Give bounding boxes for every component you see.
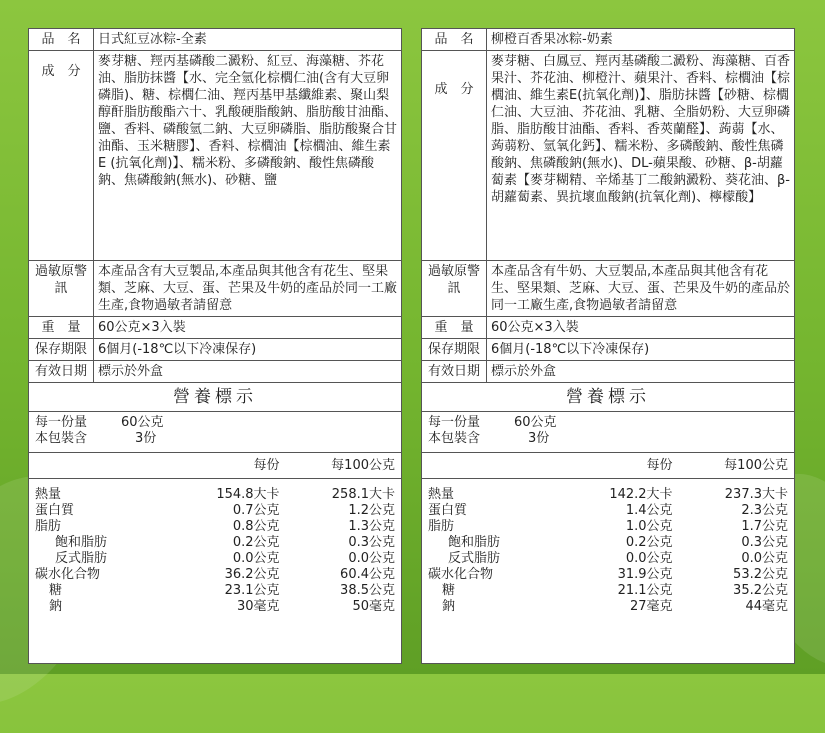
- col-per-serving: 每份: [564, 456, 679, 479]
- nutrient-per-100g: 237.3大卡: [724, 487, 788, 502]
- nutrition-row: [29, 599, 401, 615]
- nutrient-name: 飽和脂肪: [55, 535, 108, 550]
- servings-value: 3份: [528, 431, 550, 446]
- nutrient-per-serving: 23.1公克: [224, 583, 280, 598]
- shelf-life-label: 保存期限: [422, 339, 487, 361]
- allergen-label: [422, 261, 487, 317]
- product-name: 日式紅豆冰粽-全素: [94, 29, 402, 51]
- allergen-label-text: 過敏原警訊: [34, 264, 87, 296]
- nutrition-title: 營養標示: [422, 383, 794, 412]
- nutrient-name: 脂肪: [428, 519, 455, 534]
- nutrient-name: 糖: [442, 583, 456, 598]
- nutrient-per-100g: 1.2公克: [348, 503, 395, 518]
- nutrition-row: [422, 583, 794, 599]
- nutrient-per-100g: 50毫克: [352, 599, 395, 614]
- serving-info: [29, 412, 401, 453]
- nutrition-title: 營養標示: [29, 383, 401, 412]
- nutrient-per-serving: 0.0公克: [625, 551, 673, 566]
- shelf-life-label: 保存期限: [29, 339, 94, 361]
- nutrition-row: [29, 567, 401, 583]
- expiry-value: 標示於外盒: [487, 361, 795, 383]
- nutrition-row: [29, 583, 401, 599]
- shelf-life-value: 6個月(-18℃以下冷凍保存): [487, 339, 795, 361]
- shelf-life-value: 6個月(-18℃以下冷凍保存): [94, 339, 402, 361]
- expiry-label: 有效日期: [29, 361, 94, 383]
- nutrition-row: [29, 519, 401, 535]
- nutrient-per-100g: 38.5公克: [340, 583, 395, 598]
- nutrient-per-100g: 44毫克: [745, 599, 788, 614]
- allergen-label: [29, 261, 94, 317]
- serving-size-value: 60公克: [514, 415, 557, 430]
- spec-table: [29, 29, 401, 383]
- nutrient-name: 反式脂肪: [55, 551, 108, 566]
- nutrition-row: [29, 479, 401, 504]
- weight-value: 60公克×3入裝: [487, 317, 795, 339]
- nutrition-row: [422, 535, 794, 551]
- nutrient-name: 鈉: [49, 599, 63, 614]
- serving-size-label: 每一份量: [428, 415, 481, 430]
- serving-info: [422, 412, 794, 453]
- nutrient-name: 熱量: [428, 487, 455, 502]
- col-per-serving: 每份: [171, 456, 286, 479]
- nutrient-per-100g: 2.3公克: [741, 503, 788, 518]
- weight-label: 重 量: [422, 317, 487, 339]
- expiry-label: 有效日期: [422, 361, 487, 383]
- nutrition-table: [422, 456, 794, 615]
- nutrient-per-100g: 0.0公克: [741, 551, 788, 566]
- nutrition-row: [29, 535, 401, 551]
- nutrient-per-100g: 0.3公克: [348, 535, 395, 550]
- nutrient-name: 反式脂肪: [448, 551, 501, 566]
- nutrient-per-100g: 0.0公克: [348, 551, 395, 566]
- nutrient-per-serving: 0.0公克: [232, 551, 280, 566]
- ingredients-label: 成 分: [422, 51, 487, 261]
- nutrient-per-serving: 142.2大卡: [609, 487, 673, 502]
- expiry-value: 標示於外盒: [94, 361, 402, 383]
- nutrient-per-serving: 21.1公克: [617, 583, 673, 598]
- nutrient-per-serving: 31.9公克: [617, 567, 673, 582]
- servings-label: 本包裝含: [428, 431, 481, 446]
- nutrient-per-serving: 0.8公克: [232, 519, 280, 534]
- nutrient-per-100g: 1.7公克: [741, 519, 788, 534]
- nutrient-name: 碳水化合物: [428, 567, 494, 582]
- nutrition-row: [422, 519, 794, 535]
- nutrient-name: 飽和脂肪: [448, 535, 501, 550]
- nutrition-header-blank: [29, 456, 171, 479]
- product-label-right: [421, 28, 795, 664]
- nutrition-row: [29, 503, 401, 519]
- nutrition-row: [422, 599, 794, 615]
- col-per-100g: 每100公克: [286, 456, 401, 479]
- nutrient-per-serving: 0.2公克: [232, 535, 280, 550]
- nutrient-name: 鈉: [442, 599, 456, 614]
- nutrient-per-serving: 36.2公克: [224, 567, 280, 582]
- nutrient-name: 碳水化合物: [35, 567, 101, 582]
- nutrient-per-serving: 0.2公克: [625, 535, 673, 550]
- product-label-left: [28, 28, 402, 664]
- nutrient-per-100g: 0.3公克: [741, 535, 788, 550]
- spec-table: [422, 29, 794, 383]
- nutrient-name: 蛋白質: [35, 503, 75, 518]
- nutrition-row: [422, 503, 794, 519]
- nutrient-name: 糖: [49, 583, 63, 598]
- nutrient-per-100g: 1.3公克: [348, 519, 395, 534]
- nutrient-per-100g: 60.4公克: [340, 567, 395, 582]
- nutrient-per-serving: 0.7公克: [232, 503, 280, 518]
- nutrition-row: [422, 567, 794, 583]
- nutrition-header-blank: [422, 456, 564, 479]
- ingredients-text: 麥芽糖、羥丙基磷酸二澱粉、紅豆、海藻糖、芥花油、脂肪抹醬【水、完全氫化棕櫚仁油(含有大豆卵磷脂)、糖、棕櫚仁油、羥丙基甲基纖維素、聚山梨醇酐脂肪酸酯六十、乳酸硬脂酸鈉、脂肪酸甘油酯、鹽、香料、磷酸氫二鈉、大豆卵磷脂、脂肪酸聚合甘油酯、玉米糖膠】、香料、棕櫚油【棕櫚油、維生素E (抗氧化劑)】、糯米粉、多磷酸鈉、酸性焦磷酸鈉、焦磷酸鈉(無水)、砂糖、鹽: [94, 51, 402, 261]
- servings-label: 本包裝含: [35, 431, 88, 446]
- servings-value: 3份: [135, 431, 157, 446]
- weight-label: 重 量: [29, 317, 94, 339]
- ingredients-text: 麥芽糖、白鳳豆、羥丙基磷酸二澱粉、海藻糖、百香果汁、芥花油、柳橙汁、蘋果汁、香料、棕櫚油【棕櫚油、維生素E(抗氧化劑)】、脂肪抹醬【砂糖、棕櫚仁油、大豆油、芥花油、乳糖、全脂奶粉、大豆卵磷脂、脂肪酸甘油酯、香料、香莢蘭醛】、蒟蒻【水、蒟蒻粉、氫氧化鈣】、糯米粉、多磷酸鈉、酸性焦磷酸鈉、焦磷酸鈉(無水)、DL-蘋果酸、砂糖、β-胡蘿蔔素【麥芽糊精、辛烯基丁二酸鈉澱粉、葵花油、β-胡蘿蔔素、異抗壞血酸鈉(抗氧化劑)、檸檬酸】: [487, 51, 795, 261]
- col-per-100g: 每100公克: [679, 456, 794, 479]
- nutrition-table: [29, 456, 401, 615]
- nutrient-per-serving: 154.8大卡: [216, 487, 280, 502]
- nutrition-row: [422, 479, 794, 504]
- allergen-label-text: 過敏原警訊: [427, 264, 480, 296]
- serving-size-label: 每一份量: [35, 415, 88, 430]
- nutrient-per-100g: 35.2公克: [733, 583, 788, 598]
- nutrient-per-100g: 258.1大卡: [331, 487, 395, 502]
- nutrient-name: 脂肪: [35, 519, 62, 534]
- nutrient-per-serving: 1.4公克: [625, 503, 673, 518]
- nutrient-name: 蛋白質: [428, 503, 468, 518]
- product-name: 柳橙百香果冰粽-奶素: [487, 29, 795, 51]
- nutrient-name: 熱量: [35, 487, 62, 502]
- ingredients-label: 成 分: [29, 51, 94, 261]
- allergen-text: 本產品含有大豆製品,本產品與其他含有花生、堅果類、芝麻、大豆、蛋、芒果及牛奶的產品於同一工廠生產,食物過敏者請留意: [94, 261, 402, 317]
- nutrient-per-serving: 30毫克: [236, 599, 280, 614]
- serving-size-value: 60公克: [121, 415, 164, 430]
- allergen-text: 本產品含有牛奶、大豆製品,本產品與其他含有花生、堅果類、芝麻、大豆、蛋、芒果及牛奶的產品於同一工廠生產,食物過敏者請留意: [487, 261, 795, 317]
- name-label: 品 名: [29, 29, 94, 51]
- nutrient-per-serving: 27毫克: [629, 599, 673, 614]
- nutrient-per-serving: 1.0公克: [625, 519, 673, 534]
- nutrition-row: [29, 551, 401, 567]
- nutrient-per-100g: 53.2公克: [733, 567, 788, 582]
- nutrition-row: [422, 551, 794, 567]
- weight-value: 60公克×3入裝: [94, 317, 402, 339]
- name-label: 品 名: [422, 29, 487, 51]
